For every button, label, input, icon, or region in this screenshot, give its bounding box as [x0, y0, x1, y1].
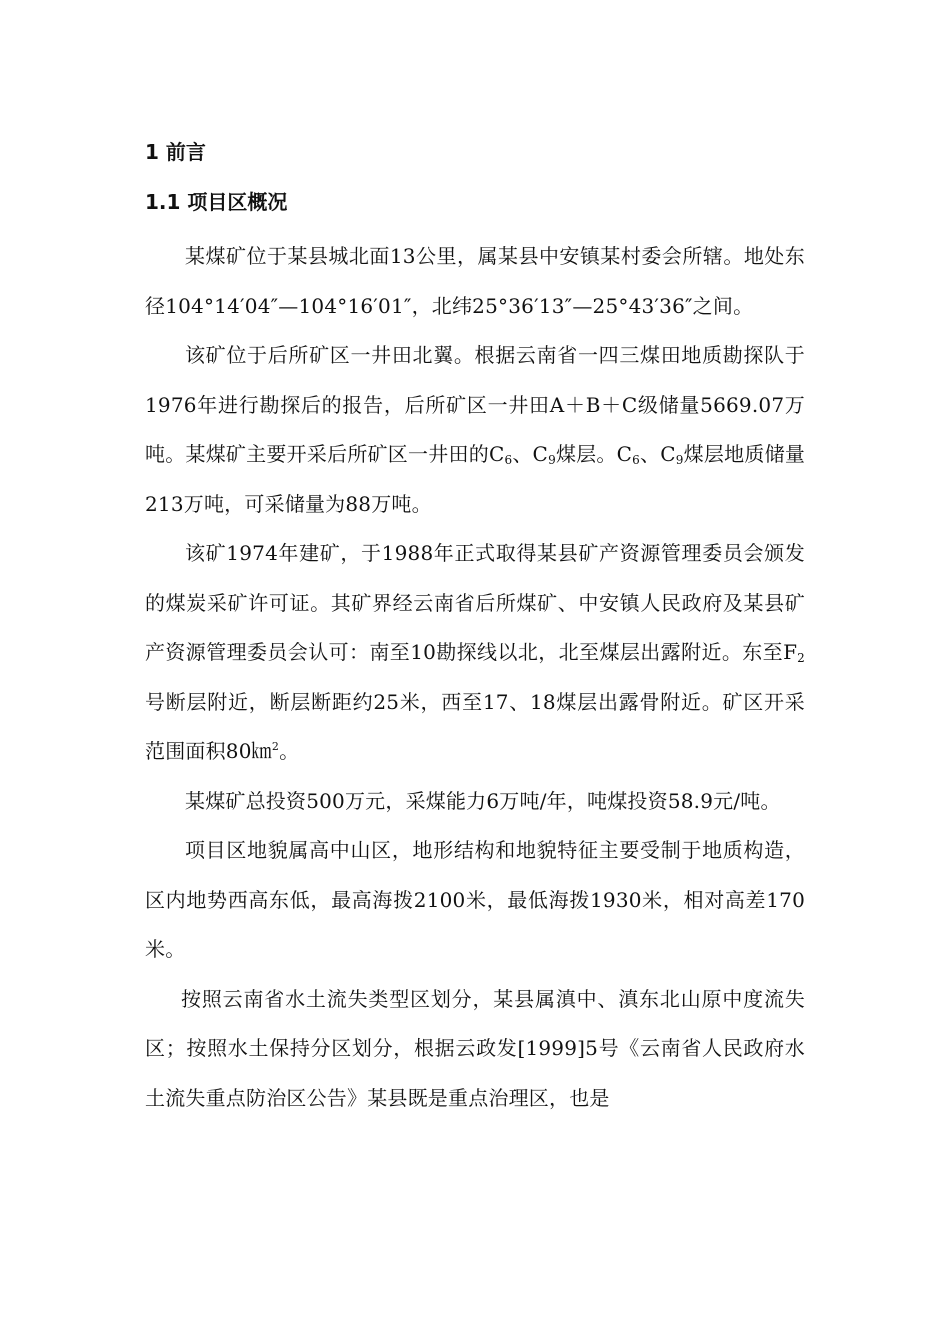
- text-span: 号断层附近，断层断距约25米，西至17、18煤层出露骨附近。矿区开采范围面积80㎞: [145, 689, 805, 763]
- paragraph-landform: 项目区地貌属高中山区，地形结构和地貌特征主要受制于地质构造，区内地势西高东低，最高海拨2100米，最低海拨1930米，相对高差170米。: [145, 838, 805, 961]
- superscript: 2: [271, 740, 280, 753]
- text-span: 该矿位于后所矿区一井田北翼。根据云南省一四三煤田地质勘探队于1976年进行勘探后的报告，后所矿区一井田A＋B＋C级储量5669.07万吨。某煤矿主要开采后所矿区一井田的C: [145, 343, 805, 466]
- text-span: 。: [279, 739, 300, 763]
- paragraph-investment: 某煤矿总投资500万元，采煤能力6万吨/年，吨煤投资58.9元/吨。: [185, 788, 781, 813]
- subscript: 2: [797, 651, 805, 665]
- subscript: 9: [548, 453, 556, 467]
- subscript: 6: [632, 453, 640, 467]
- document-body: [145, 132, 805, 1123]
- text-span: 、C: [512, 442, 549, 466]
- subsection-heading: 1.1 项目区概况: [145, 190, 288, 214]
- section-heading: 1 前言: [145, 140, 206, 164]
- text-span: 、C: [640, 442, 676, 466]
- text-span: 该矿1974年建矿，于1988年正式取得某县矿产资源管理委员会颁发的煤炭采矿许可证。其矿界经云南省后所煤矿、中安镇人民政府及某县矿产资源管理委员会认可：南至10勘探线以北，北至煤层出露附近。东至F: [145, 541, 805, 664]
- paragraph-reserves: [145, 331, 805, 529]
- text-span: 煤层。C: [555, 442, 633, 466]
- subscript: 6: [504, 453, 513, 467]
- text-span: 煤层地质储量213万吨，可采储量为88万吨。: [145, 442, 806, 516]
- subscript: 9: [675, 453, 684, 467]
- paragraph-location: 某煤矿位于某县城北面13公里，属某县中安镇某村委会所辖。地处东径104°14′04″—104°16′01″，北纬25°36′13″—25°43′36″之间。: [145, 244, 805, 318]
- paragraph-boundaries: [145, 529, 805, 777]
- paragraph-erosion-zone: 按照云南省水土流失类型区划分，某县属滇中、滇东北山原中度流失区；按照水土保持分区划分，根据云政发[1999]5号《云南省人民政府水土流失重点防治区公告》某县既是重点治理区，也是: [145, 986, 805, 1110]
